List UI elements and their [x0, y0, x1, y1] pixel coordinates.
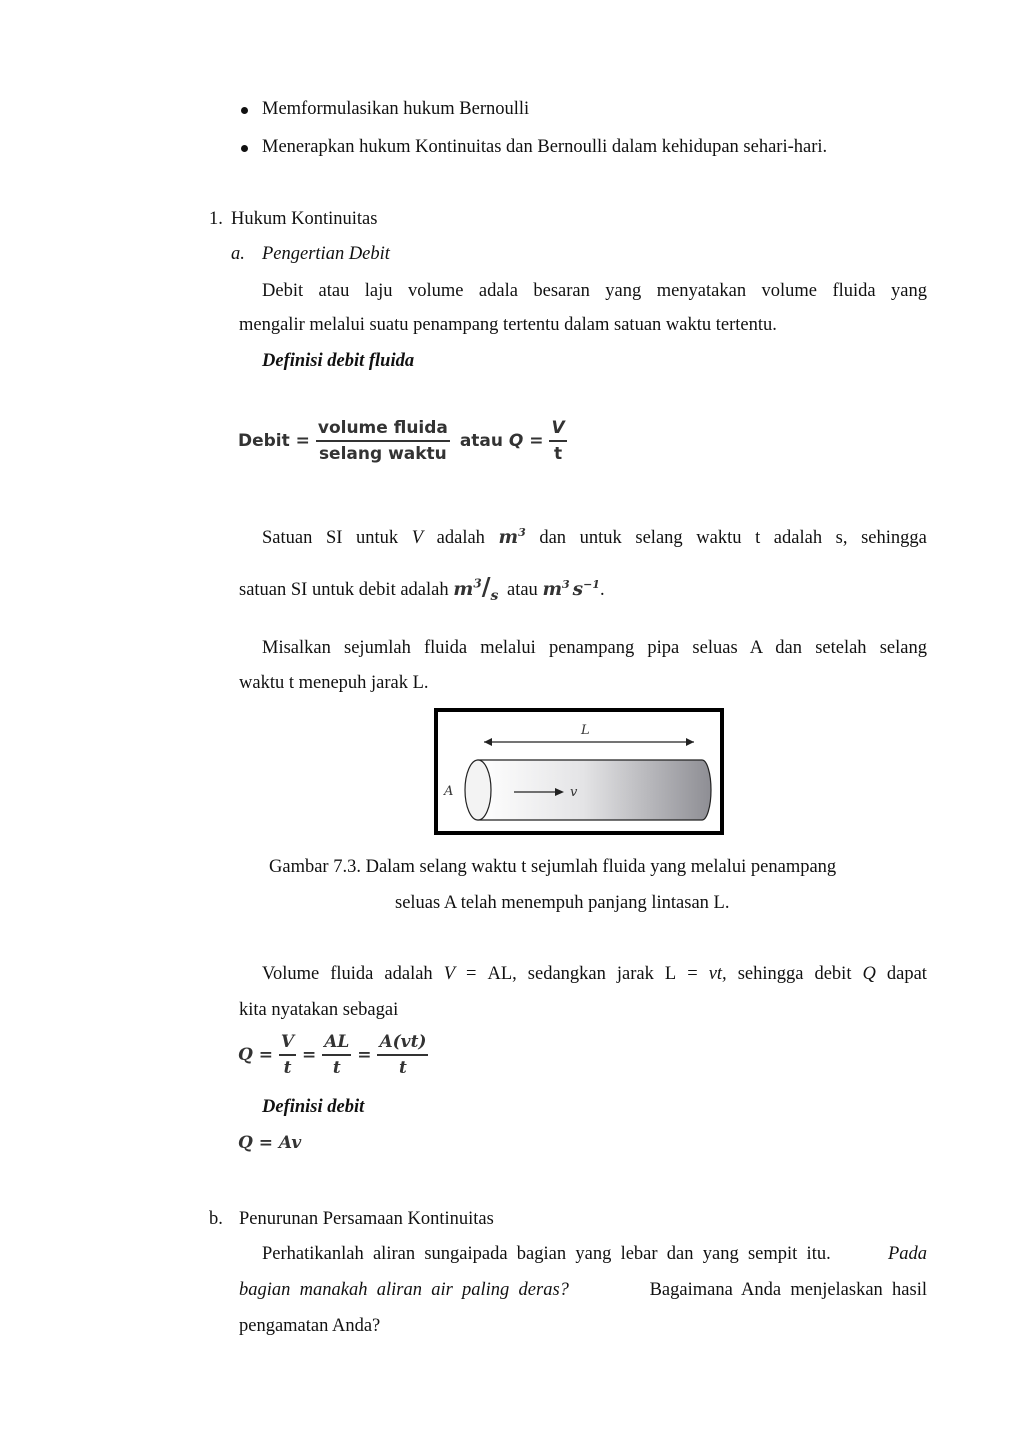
si-text: satuan SI untuk debit adalah: [239, 580, 449, 600]
formula-numerator: volume fluida: [316, 418, 450, 442]
objective-item: Menerapkan hukum Kontinuitas dan Bernoulli dalam kehidupan sehari-hari.: [262, 137, 828, 157]
word: dapat: [886, 964, 927, 984]
variable-vt: vt,: [708, 964, 727, 984]
section-title: Hukum Kontinuitas: [231, 209, 378, 229]
formula-fraction: [279, 1032, 296, 1078]
formula-denominator: selang waktu: [318, 444, 447, 464]
unit-slash: /: [481, 572, 491, 601]
word: =: [687, 964, 698, 984]
formula-denominator: t: [332, 1058, 341, 1078]
formula-q: Q =: [508, 431, 544, 451]
definition-heading: Definisi debit fluida: [262, 351, 415, 371]
paragraph-line: waktu t menepuh jarak L.: [239, 673, 429, 693]
variable-q: Q: [862, 964, 876, 984]
pipe-flow-figure: [434, 708, 724, 835]
unit-exponent: −1: [583, 577, 600, 591]
paragraph-line: [262, 964, 927, 985]
paragraph-line: mengalir melalui suatu penampang tertentu dalam satuan waktu tertentu.: [239, 315, 777, 335]
word: selang: [635, 528, 683, 549]
unit-m3-s-inverse: [542, 579, 600, 600]
text-normal: Bagaimana Anda menjelaskan hasil: [649, 1280, 927, 1300]
variable-v: V: [443, 964, 456, 984]
word: adalah: [773, 528, 823, 549]
unit-m3: [499, 526, 526, 548]
pipe-body: [478, 760, 711, 820]
text-italic: Pada: [887, 1244, 927, 1264]
word: AL,: [487, 964, 517, 984]
figure-caption: seluas A telah menempuh panjang lintasan L.: [395, 893, 730, 913]
formula-numerator: A(vt): [377, 1032, 428, 1056]
unit-exponent: 3: [473, 576, 482, 591]
formula-fraction: [549, 418, 566, 464]
formula-numerator: V: [279, 1032, 296, 1056]
label-v: v: [570, 785, 578, 800]
formula-numerator: AL: [322, 1032, 351, 1056]
label-a: A: [444, 784, 454, 799]
word: sehingga: [861, 528, 927, 549]
word: L: [664, 964, 677, 984]
paragraph-line: kita nyatakan sebagai: [239, 1000, 399, 1020]
unit-denominator: s: [490, 587, 499, 604]
unit-m3-per-s: [453, 572, 499, 604]
si-unit-line: [239, 572, 605, 604]
bullet-icon: [241, 107, 248, 114]
si-unit-line: [262, 526, 927, 549]
formula-denominator: t: [553, 444, 563, 464]
bullet-icon: [241, 145, 248, 152]
unit-base: m: [498, 527, 519, 549]
paragraph-line: [239, 1280, 927, 1301]
debit-formula: [238, 418, 567, 464]
formula-denominator: t: [283, 1058, 292, 1078]
subsection-marker: b.: [209, 1209, 223, 1229]
word: adalah: [384, 964, 433, 984]
paragraph-line: [262, 1244, 927, 1265]
formula-numerator: V: [549, 418, 566, 442]
text-normal: Perhatikanlah aliran sungaipada bagian yang lebar dan yang sempit itu.: [262, 1244, 831, 1264]
atau-text: atau: [507, 580, 538, 600]
pipe-cross-section: [465, 760, 491, 820]
formula-lhs: Debit =: [238, 431, 310, 451]
word: untuk: [579, 528, 622, 549]
objective-item: Memformulasikan hukum Bernoulli: [262, 99, 530, 119]
variable-v: V: [411, 528, 424, 549]
unit-exponent: 3: [518, 526, 526, 539]
subsection-marker: a.: [231, 244, 245, 264]
word: dan: [539, 528, 567, 549]
subsection-title: Penurunan Persamaan Kontinuitas: [239, 1209, 494, 1229]
unit-base: m: [453, 578, 474, 600]
label-l: L: [581, 723, 590, 738]
formula-atau: atau: [459, 431, 503, 451]
word: adalah: [436, 528, 485, 549]
paragraph-line: Debit atau laju volume adala besaran yang menyatakan volume fluida yang: [262, 281, 927, 301]
word: Volume: [262, 964, 320, 984]
word: s,: [835, 528, 848, 549]
word: SI: [325, 528, 343, 549]
subsection-title: Pengertian Debit: [262, 244, 390, 264]
section-number: 1.: [209, 209, 223, 229]
word: sehingga: [737, 964, 804, 984]
period: .: [599, 580, 605, 600]
word: waktu: [696, 528, 742, 549]
word: =: [466, 964, 477, 984]
word: untuk: [356, 528, 399, 549]
definition-heading: Definisi debit: [262, 1097, 365, 1117]
unit-base: m: [542, 579, 563, 600]
word: sedangkan: [527, 964, 606, 984]
unit-exponent: 3: [562, 577, 570, 591]
word: fluida: [330, 964, 374, 984]
formula-fraction: [316, 418, 450, 464]
paragraph-line: Misalkan sejumlah fluida melalui penampang pipa seluas A dan setelah selang: [262, 638, 927, 658]
debit-derivation-formula: [238, 1032, 428, 1078]
word: t: [755, 528, 761, 549]
paragraph-line: pengamatan Anda?: [239, 1316, 381, 1336]
figure-caption: Gambar 7.3. Dalam selang waktu t sejumlah fluida yang melalui penampang: [269, 857, 837, 877]
formula-equals: =: [302, 1045, 317, 1065]
formula-fraction: [322, 1032, 351, 1078]
formula-denominator: t: [399, 1058, 407, 1078]
text-italic: bagian manakah aliran air paling deras?: [239, 1280, 569, 1300]
debit-definition-formula: Q = Av: [238, 1133, 302, 1153]
unit-base: s: [572, 579, 584, 600]
formula-equals: =: [357, 1045, 372, 1065]
word: debit: [814, 964, 852, 984]
word: jarak: [616, 964, 654, 984]
formula-q: Q =: [238, 1045, 273, 1065]
word: Satuan: [262, 528, 313, 549]
formula-fraction: [377, 1032, 428, 1078]
